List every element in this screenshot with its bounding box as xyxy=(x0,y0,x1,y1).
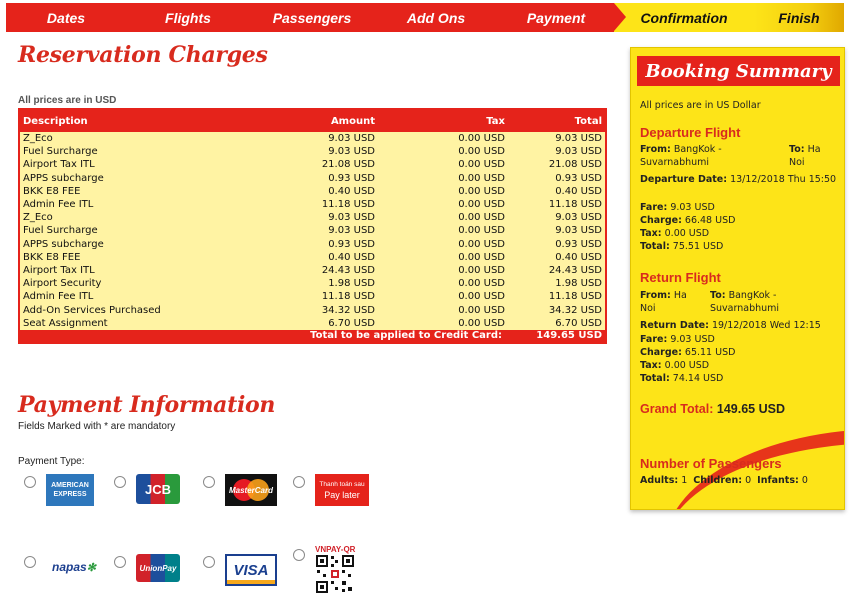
total-label: Total: xyxy=(640,241,670,252)
booking-summary-title: Booking Summary xyxy=(637,56,840,86)
date-value: 19/12/2018 Wed 12:15 xyxy=(711,320,821,331)
from-label: From: xyxy=(640,144,671,155)
to-value: BangKok - Suvarnabhumi xyxy=(710,290,780,314)
cell-description: Admin Fee ITL xyxy=(23,291,94,303)
visa-logo-text: VISA xyxy=(233,561,269,579)
cell-tax: 0.00 USD xyxy=(458,133,505,145)
cell-description: Airport Security xyxy=(23,278,102,290)
table-footer xyxy=(20,330,605,342)
cell-amount: 9.03 USD xyxy=(328,146,375,158)
date-label: Return Date: xyxy=(640,320,709,331)
infants-label: Infants: xyxy=(757,475,799,486)
pay-later-text2: Pay later xyxy=(324,490,360,500)
footer-total: 149.65 USD xyxy=(536,330,602,342)
children-value: 0 xyxy=(745,475,752,486)
payment-option-unionpay[interactable] xyxy=(114,554,180,582)
table-row xyxy=(20,303,605,316)
cell-total: 0.93 USD xyxy=(555,238,602,250)
cell-total: 21.08 USD xyxy=(548,159,602,171)
infants-value: 0 xyxy=(801,475,808,486)
cell-amount: 34.32 USD xyxy=(321,304,375,316)
napas-logo-text: napas xyxy=(52,560,87,574)
return-date xyxy=(640,319,845,332)
cell-description: Fuel Surcharge xyxy=(23,146,98,158)
total-value: 75.51 USD xyxy=(672,241,724,252)
step-confirmation xyxy=(614,3,754,32)
cell-description: Z_Eco xyxy=(23,133,53,145)
napas-logo-icon: napas ✻ xyxy=(52,560,96,574)
vnpay-logo-text: VNPAY-QR xyxy=(315,545,356,554)
payment-information-title: Payment Information xyxy=(18,392,276,418)
departure-flight-heading: Departure Flight xyxy=(640,125,741,140)
cell-tax: 0.00 USD xyxy=(458,291,505,303)
cell-amount: 0.93 USD xyxy=(328,238,375,250)
grand-total-value: 149.65 USD xyxy=(716,402,785,416)
cell-tax: 0.00 USD xyxy=(458,159,505,171)
step-dates[interactable] xyxy=(6,3,126,32)
cell-amount: 11.18 USD xyxy=(321,291,375,303)
step-label: Dates xyxy=(46,9,86,26)
cell-total: 0.40 USD xyxy=(555,185,602,197)
tax-label: Tax: xyxy=(640,228,662,239)
cell-tax: 0.00 USD xyxy=(458,304,505,316)
table-row xyxy=(20,251,605,264)
cell-amount: 6.70 USD xyxy=(328,317,375,329)
cell-amount: 1.98 USD xyxy=(328,278,375,290)
fare-label: Fare: xyxy=(640,202,668,213)
mastercard-logo-text: MasterCard xyxy=(228,485,273,495)
step-label: Flights xyxy=(165,9,211,26)
step-finish xyxy=(754,3,844,32)
date-value: 13/12/2018 Thu 15:50 xyxy=(730,174,837,185)
departure-total xyxy=(640,240,723,253)
cell-amount: 0.40 USD xyxy=(328,185,375,197)
table-row xyxy=(20,198,605,211)
cell-total: 0.93 USD xyxy=(555,172,602,184)
payment-option-napas[interactable] xyxy=(24,554,102,580)
currency-note: All prices are in USD xyxy=(18,95,117,106)
passenger-counts xyxy=(640,474,845,487)
cell-total: 11.18 USD xyxy=(548,199,602,211)
tax-value: 0.00 USD xyxy=(664,360,710,371)
cell-description: Z_Eco xyxy=(23,212,53,224)
from-value: BangKok - Suvarnabhumi xyxy=(640,144,722,168)
step-passengers[interactable] xyxy=(250,3,374,32)
payment-option-amex[interactable] xyxy=(24,474,94,506)
step-flights[interactable] xyxy=(126,3,250,32)
cell-tax: 0.00 USD xyxy=(458,278,505,290)
cell-total: 9.03 USD xyxy=(555,212,602,224)
payment-option-visa[interactable] xyxy=(203,554,277,586)
table-row xyxy=(20,317,605,330)
cell-amount: 24.43 USD xyxy=(321,264,375,276)
to-label: To: xyxy=(710,290,726,301)
passengers-heading: Number of Passengers xyxy=(640,456,782,471)
summary-currency-note: All prices are in US Dollar xyxy=(640,100,761,111)
charges-table xyxy=(18,108,607,344)
to-label: To: xyxy=(789,144,805,155)
cell-tax: 0.00 USD xyxy=(458,172,505,184)
departure-charge xyxy=(640,214,735,227)
amex-logo-text: AMERICAN xyxy=(51,482,89,489)
charge-label: Charge: xyxy=(640,215,682,226)
table-row xyxy=(20,224,605,237)
grand-total-label: Grand Total: xyxy=(640,402,714,416)
cell-tax: 0.00 USD xyxy=(458,199,505,211)
cell-tax: 0.00 USD xyxy=(458,238,505,250)
napas-radio[interactable] xyxy=(24,556,36,568)
return-total xyxy=(640,372,723,385)
unionpay-logo-text: UnionPay xyxy=(139,563,177,573)
amex-logo-icon xyxy=(46,474,94,506)
adults-label: Adults: xyxy=(640,475,679,486)
vnpay-qr-logo-icon xyxy=(315,545,355,594)
cell-amount: 9.03 USD xyxy=(328,225,375,237)
pay-later-radio[interactable] xyxy=(293,476,305,488)
children-label: Children: xyxy=(693,475,743,486)
adults-value: 1 xyxy=(681,475,688,486)
vnpay-radio[interactable] xyxy=(293,549,305,561)
step-label: Payment xyxy=(526,9,586,26)
cell-description: Add-On Services Purchased xyxy=(23,304,161,316)
col-amount: Amount xyxy=(330,115,375,127)
to-value: Ha Noi xyxy=(789,144,821,168)
payment-option-vnpay-qr[interactable] xyxy=(293,545,355,594)
cell-total: 9.03 USD xyxy=(555,225,602,237)
pay-later-text1: Thanh toán sau xyxy=(319,481,365,488)
return-charge xyxy=(640,346,735,359)
from-label: From: xyxy=(640,290,671,301)
departure-fare xyxy=(640,201,715,214)
amex-radio[interactable] xyxy=(24,476,36,488)
step-payment[interactable] xyxy=(498,3,614,32)
cell-description: Airport Tax ITL xyxy=(23,264,95,276)
visa-logo-icon xyxy=(225,554,277,586)
cell-tax: 0.00 USD xyxy=(458,317,505,329)
total-label: Total: xyxy=(640,373,670,384)
fare-value: 9.03 USD xyxy=(670,334,715,345)
unionpay-radio[interactable] xyxy=(114,556,126,568)
cell-tax: 0.00 USD xyxy=(458,251,505,263)
cell-total: 24.43 USD xyxy=(548,264,602,276)
cell-tax: 0.00 USD xyxy=(458,185,505,197)
departure-date xyxy=(640,173,840,186)
mandatory-note: Fields Marked with * are mandatory xyxy=(18,421,176,432)
payment-type-label: Payment Type: xyxy=(18,456,85,467)
amex-logo-text2: EXPRESS xyxy=(53,491,87,498)
jcb-logo-text: JCB xyxy=(144,481,171,497)
table-row xyxy=(20,132,605,145)
step-label: Passengers xyxy=(272,9,352,26)
step-label: Finish xyxy=(778,9,820,26)
cell-description: APPS subcharge xyxy=(23,238,104,250)
col-tax: Tax xyxy=(486,115,505,127)
departure-tax xyxy=(640,227,709,240)
footer-label: Total to be applied to Credit Card: xyxy=(310,330,502,342)
cell-total: 11.18 USD xyxy=(548,291,602,303)
return-to xyxy=(710,289,820,315)
cell-total: 9.03 USD xyxy=(555,133,602,145)
cell-amount: 21.08 USD xyxy=(321,159,375,171)
jcb-radio[interactable] xyxy=(114,476,126,488)
mastercard-radio[interactable] xyxy=(203,476,215,488)
table-row xyxy=(20,185,605,198)
reservation-charges-title: Reservation Charges xyxy=(18,42,268,68)
departure-to xyxy=(789,143,839,169)
cell-tax: 0.00 USD xyxy=(458,264,505,276)
cell-description: Seat Assignment xyxy=(23,317,108,329)
return-fare xyxy=(640,333,715,346)
col-total: Total xyxy=(574,115,602,127)
fare-label: Fare: xyxy=(640,334,668,345)
table-row xyxy=(20,172,605,185)
charge-label: Charge: xyxy=(640,347,682,358)
cell-tax: 0.00 USD xyxy=(458,146,505,158)
table-row xyxy=(20,290,605,303)
table-row xyxy=(20,211,605,224)
tax-value: 0.00 USD xyxy=(664,228,710,239)
col-description: Description xyxy=(23,115,88,127)
payment-option-jcb[interactable] xyxy=(114,474,180,504)
table-row xyxy=(20,145,605,158)
cell-amount: 9.03 USD xyxy=(328,212,375,224)
date-label: Departure Date: xyxy=(640,174,728,185)
return-tax xyxy=(640,359,709,372)
cell-description: BKK E8 FEE xyxy=(23,185,81,197)
charge-value: 66.48 USD xyxy=(684,215,736,226)
cell-description: Airport Tax ITL xyxy=(23,159,95,171)
cell-total: 9.03 USD xyxy=(555,146,602,158)
cell-description: BKK E8 FEE xyxy=(23,251,81,263)
cell-total: 6.70 USD xyxy=(555,317,602,329)
cell-tax: 0.00 USD xyxy=(458,212,505,224)
departure-from xyxy=(640,143,775,169)
step-label: Add Ons xyxy=(406,9,466,26)
table-row xyxy=(20,277,605,290)
cell-amount: 0.93 USD xyxy=(328,172,375,184)
cell-total: 34.32 USD xyxy=(548,304,602,316)
cell-description: Admin Fee ITL xyxy=(23,199,94,211)
booking-summary-panel xyxy=(630,47,845,510)
jcb-logo-icon xyxy=(136,474,180,504)
from-value: Ha Noi xyxy=(640,290,687,314)
table-row xyxy=(20,238,605,251)
pay-later-logo-icon xyxy=(315,474,369,506)
cell-total: 1.98 USD xyxy=(555,278,602,290)
table-row xyxy=(20,158,605,171)
cell-amount: 9.03 USD xyxy=(328,133,375,145)
payment-option-mastercard[interactable] xyxy=(203,474,277,506)
booking-progress-bar xyxy=(6,3,844,32)
total-value: 74.14 USD xyxy=(672,373,724,384)
table-header xyxy=(20,110,605,132)
cell-description: APPS subcharge xyxy=(23,172,104,184)
cell-description: Fuel Surcharge xyxy=(23,225,98,237)
payment-option-pay-later[interactable] xyxy=(293,474,369,506)
table-row xyxy=(20,264,605,277)
unionpay-logo-icon xyxy=(136,554,180,582)
step-label: Confirmation xyxy=(640,9,728,26)
qr-code-icon xyxy=(315,554,355,594)
cell-amount: 0.40 USD xyxy=(328,251,375,263)
grand-total xyxy=(640,402,785,416)
charge-value: 65.11 USD xyxy=(684,347,736,358)
return-from xyxy=(640,289,702,315)
cell-tax: 0.00 USD xyxy=(458,225,505,237)
tax-label: Tax: xyxy=(640,360,662,371)
mastercard-logo-icon xyxy=(225,474,277,506)
fare-value: 9.03 USD xyxy=(670,202,715,213)
visa-radio[interactable] xyxy=(203,556,215,568)
step-add-ons[interactable] xyxy=(374,3,498,32)
return-flight-heading: Return Flight xyxy=(640,270,721,285)
cell-total: 0.40 USD xyxy=(555,251,602,263)
cell-amount: 11.18 USD xyxy=(321,199,375,211)
